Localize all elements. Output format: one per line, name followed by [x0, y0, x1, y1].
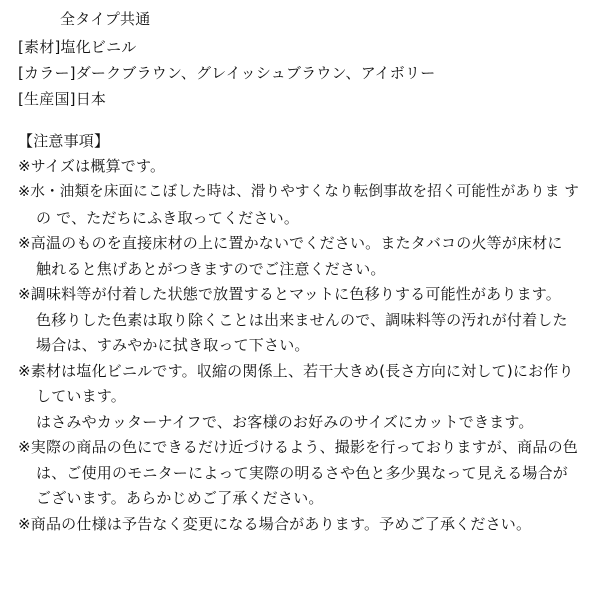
notes-heading: 【注意事項】: [18, 132, 110, 150]
spec-origin: [生産国]日本: [18, 90, 107, 108]
note-line: 場合は、すみやかに拭き取って下さい。: [36, 336, 310, 354]
note-line: ※サイズは概算です。: [18, 157, 166, 175]
spec-material: [素材]塩化ビニル: [18, 38, 137, 56]
note-line: ※素材は塩化ビニルです。収縮の関係上、若干大きめ(長さ方向に対して)にお作り: [18, 362, 574, 380]
note-line: 色移りした色素は取り除くことは出来ませんので、調味料等の汚れが付着した: [36, 311, 568, 329]
note-line: ※水・油類を床面にこぼした時は、滑りやすくなり転倒事故を招く可能性がありま す: [18, 184, 580, 200]
note-line: ※実際の商品の色にできるだけ近づけるよう、撮影を行っておりますが、商品の色: [18, 438, 578, 456]
note-line: ※調味料等が付着した状態で放置するとマットに色移りする可能性があります。: [18, 285, 561, 303]
note-line: しています。: [36, 387, 127, 405]
note-line: ※高温のものを直接床材の上に置かないでください。またタバコの火等が床材に: [18, 234, 563, 252]
note-line: ございます。あらかじめご了承ください。: [36, 489, 324, 507]
note-line: はさみやカッターナイフで、お客様のお好みのサイズにカットできます。: [36, 413, 534, 431]
spec-title: 全タイプ共通: [60, 10, 151, 28]
note-line: の で、ただちにふき取ってください。: [36, 209, 300, 227]
note-line: ※商品の仕様は予告なく変更になる場合があります。予めご了承ください。: [18, 515, 532, 533]
note-line: は、ご使用のモニターによって実際の明るさや色と多少異なって見える場合が: [36, 464, 569, 482]
note-line: 触れると焦げあとがつきますのでご注意ください。: [36, 260, 386, 278]
spec-color: [カラー]ダークブラウン、グレイッシュブラウン、アイボリー: [18, 64, 436, 82]
